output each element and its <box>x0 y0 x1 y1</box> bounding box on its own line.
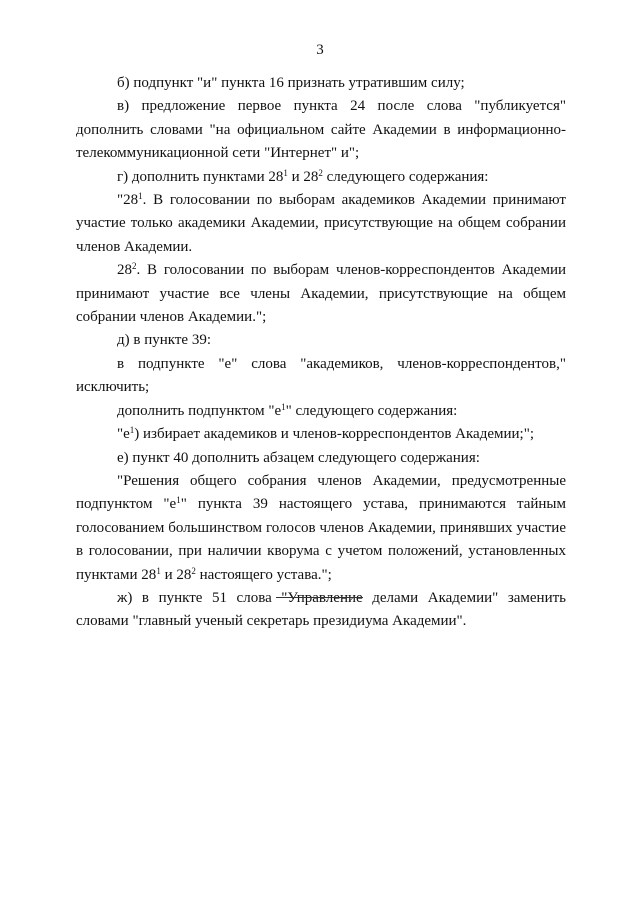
paragraph-text: дополнить подпунктом "е <box>117 402 282 419</box>
paragraph-text: г) дополнить пунктами 28 <box>117 168 284 185</box>
superscript: 1 <box>176 495 181 506</box>
paragraph-text: и 28 <box>287 168 319 185</box>
paragraph-zh: ж) в пункте 51 слова "Управление делами Академии" заменить словами "главный ученый секретарь президиума Академии". <box>76 589 566 630</box>
superscript: 2 <box>132 261 137 272</box>
paragraph-text: " следующего содержания: <box>285 402 458 419</box>
paragraph-d-2 <box>76 400 566 423</box>
paragraph-d-1: в подпункте "е" слова "академиков, членов-корреспондентов," исключить; <box>76 355 566 396</box>
paragraph-text: 28 <box>117 262 132 279</box>
paragraph-28-2 <box>76 259 566 329</box>
paragraph-text: настоящего устава."; <box>195 566 332 583</box>
paragraph-g <box>76 166 566 189</box>
end-rule <box>276 597 363 598</box>
superscript: 1 <box>129 425 135 436</box>
paragraph-e: е) пункт 40 дополнить абзацем следующего содержания: <box>117 449 480 466</box>
superscript: 2 <box>191 565 196 576</box>
paragraph-text: "28 <box>117 192 139 209</box>
paragraph-28-1 <box>76 189 566 259</box>
paragraph-decisions <box>76 470 566 587</box>
paragraph-v: в) предложение первое пункта 24 после слова "публикуется" дополнить словами "на официальном сайте Академии в информационно-телекоммуникационной сети "Интернет" и"; <box>76 98 566 162</box>
superscript: 1 <box>156 565 161 576</box>
paragraph-text: " пункта 39 настоящего устава, принимаются тайным голосованием большинством голосов членов Академии, принявших участие в голосовании, при наличии кворума с учетом положений, установленных пунктами 28 <box>76 496 566 583</box>
superscript: 2 <box>318 167 323 178</box>
paragraph-text: . В голосовании по выборам академиков Академии принимают участие только академики Академии, присутствующие на общем собрании членов Академии. <box>76 192 566 255</box>
paragraph-text: ) избирает академиков и членов-корреспондентов Академии;"; <box>134 426 534 443</box>
document-body <box>76 72 566 634</box>
paragraph-text: . В голосовании по выборам членов-корреспондентов Академии принимают участие все члены Академии, присутствующие на общем собрании членов Академии."; <box>76 262 566 326</box>
page-number: 3 <box>316 42 324 58</box>
superscript: 1 <box>281 401 286 412</box>
superscript: 1 <box>138 191 143 202</box>
paragraph-text: "Решения общего собрания членов Академии, предусмотренные подпунктом "е <box>76 472 566 513</box>
paragraph-d: д) в пункте 39: <box>117 332 211 349</box>
paragraph-text: следующего содержания: <box>322 168 489 185</box>
paragraph-b: б) подпункт "и" пункта 16 признать утратившим силу; <box>117 75 465 91</box>
paragraph-text: "е <box>117 426 130 443</box>
paragraph-e1 <box>76 423 566 446</box>
superscript: 1 <box>283 167 288 178</box>
paragraph-text: и 28 <box>160 566 192 583</box>
